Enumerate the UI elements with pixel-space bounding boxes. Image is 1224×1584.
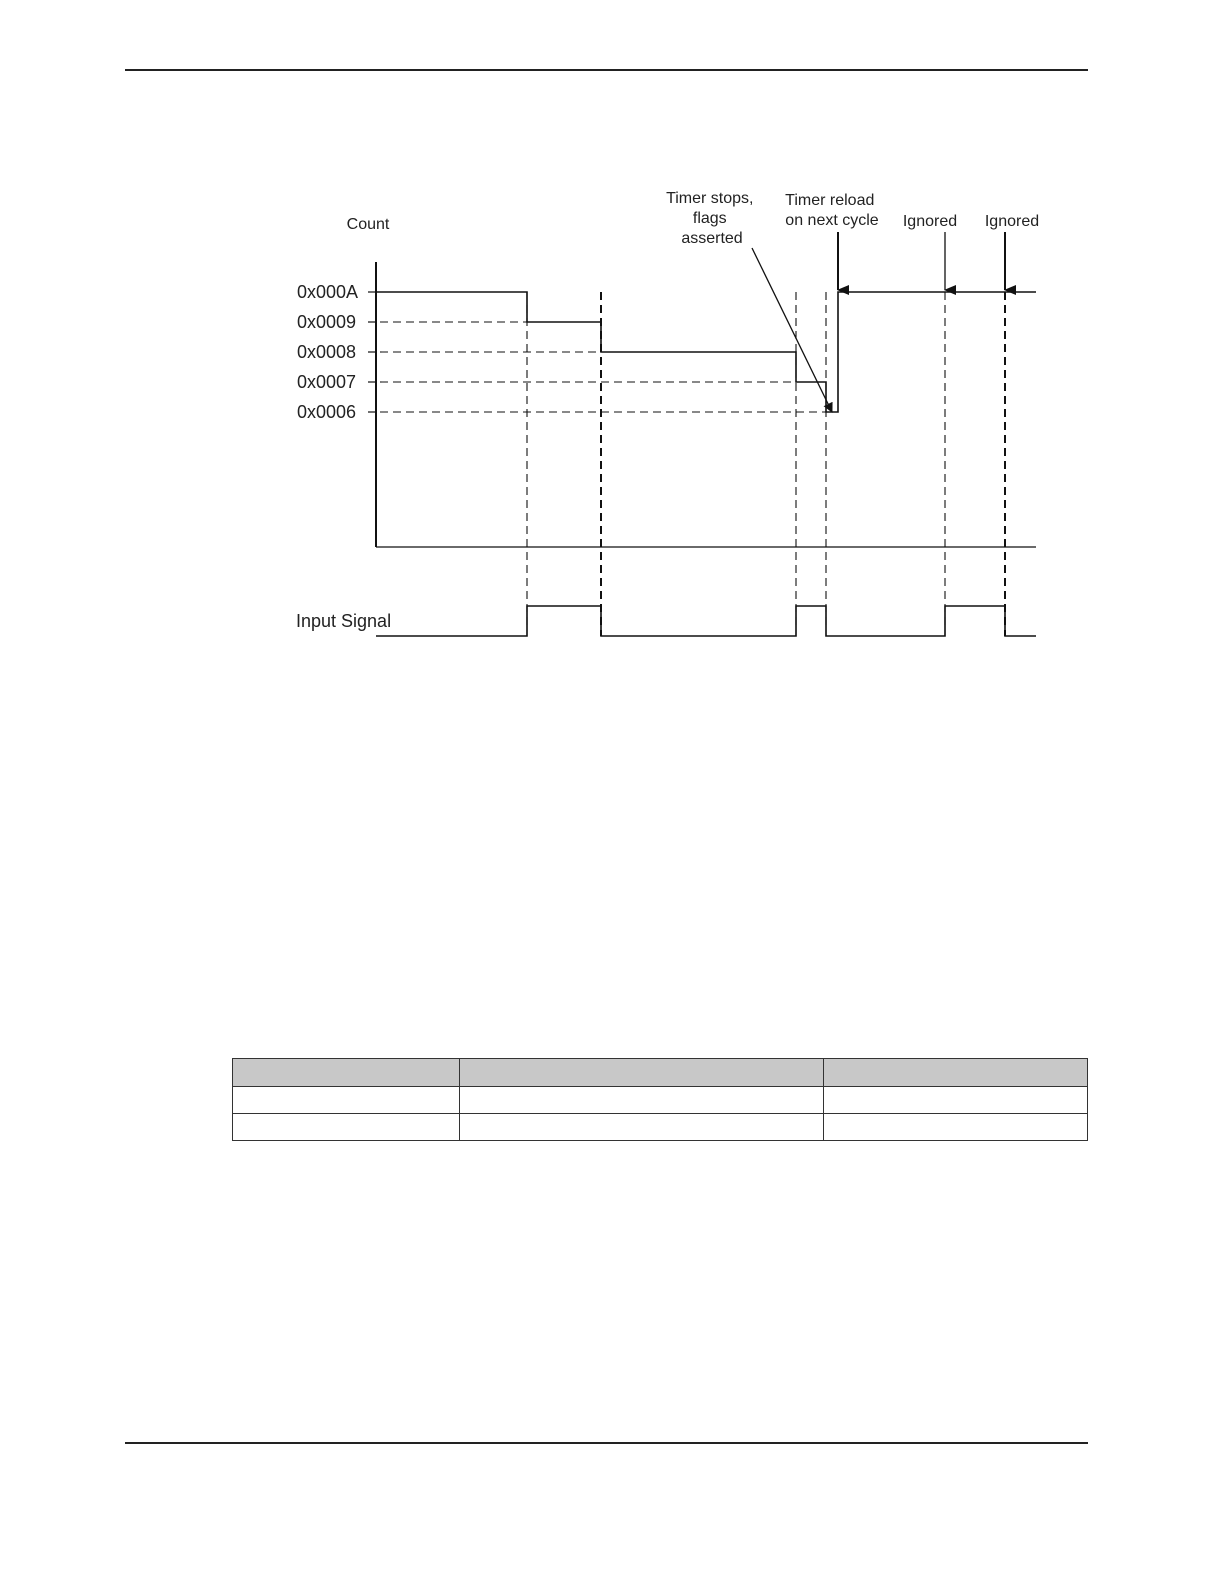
annotation-ignored: Ignored [902,213,958,230]
annotation-timer-stops [666,190,758,247]
annotation-line: asserted [681,230,743,247]
count-axis-label: Count [346,216,390,233]
level-label: 0x0009 [297,312,357,332]
level-label: 0x0006 [297,402,357,422]
annotation-line: on next cycle [785,212,879,229]
annotation-line: Timer stops, [666,190,754,207]
timer-timing-diagram [0,0,1224,700]
table-header-cell [824,1059,1088,1087]
table-row [233,1087,1088,1114]
footer-rule [125,1442,1088,1444]
annotation-timer-reload [785,192,879,229]
input-signal-label: Input Signal [296,611,392,631]
level-label: 0x0008 [297,342,357,362]
table-header-cell [233,1059,460,1087]
table-header-row [233,1059,1088,1087]
table-cell [233,1114,460,1141]
timer-stops-arrow [752,248,832,412]
table-cell [824,1114,1088,1141]
annotation-line: flags [692,210,727,227]
table-cell [459,1087,824,1114]
table-cell [824,1087,1088,1114]
level-label: 0x0007 [297,372,357,392]
table-row [233,1114,1088,1141]
annotation-line: Timer reload [785,192,875,209]
annotation-ignored: Ignored [984,213,1040,230]
table-header-cell [459,1059,824,1087]
empty-table [232,1058,1088,1141]
table-cell [459,1114,824,1141]
input-waveform [376,606,1036,636]
level-label: 0x000A [297,282,359,302]
table-cell [233,1087,460,1114]
